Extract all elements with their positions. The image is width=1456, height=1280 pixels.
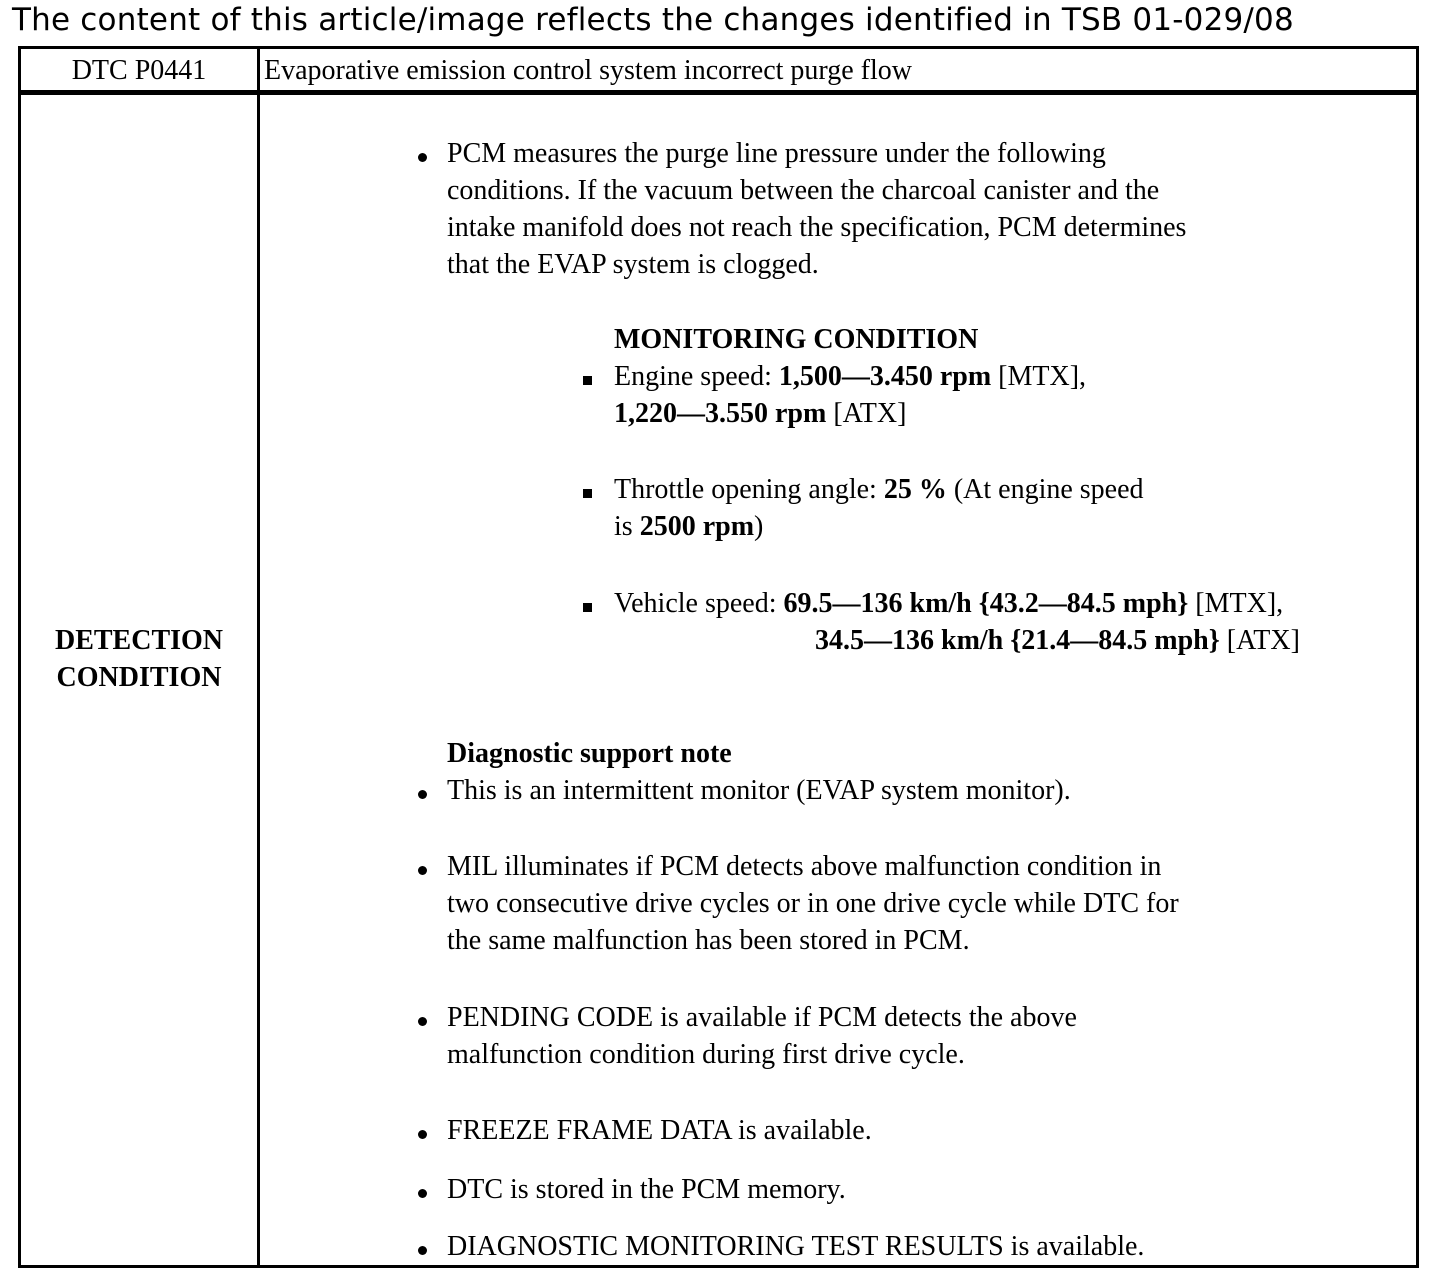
square-bullet-icon <box>583 603 592 612</box>
mil-line-1: MIL illuminates if PCM detects above malfunction condition in <box>447 851 1162 882</box>
bullet-dot-icon <box>418 1130 427 1139</box>
label-line-1: DETECTION <box>54 625 224 656</box>
intro-line-1: PCM measures the purge line pressure under the following <box>447 138 1106 169</box>
square-bullet-icon <box>583 489 592 498</box>
engine-speed-label: Engine speed: <box>614 361 779 392</box>
mil-line-3: the same malfunction has been stored in PCM. <box>447 925 970 956</box>
vehicle-speed-item <box>614 585 1300 659</box>
support-item-intermittent: This is an intermittent monitor (EVAP system monitor). <box>447 775 1071 806</box>
bullet-dot-icon <box>418 1246 427 1255</box>
pending-line-1: PENDING CODE is available if PCM detects the above <box>447 1002 1077 1033</box>
detection-content-cell <box>260 95 1416 1265</box>
support-item-pending <box>447 999 1077 1073</box>
throttle-note: (At engine speed <box>946 474 1144 505</box>
label-line-2: CONDITION <box>56 662 222 693</box>
tsb-note: The content of this article/image reflects the changes identified in TSB 01-029/08 <box>12 2 1294 38</box>
support-item-freeze-frame: FREEZE FRAME DATA is available. <box>447 1115 872 1146</box>
mil-line-2: two consecutive drive cycles or in one drive cycle while DTC for <box>447 888 1179 919</box>
vehicle-speed-mtx-value: 69.5—136 km/h {43.2—84.5 mph} <box>783 588 1189 619</box>
vehicle-speed-atx-value: 34.5—136 km/h {21.4—84.5 mph} <box>815 625 1220 656</box>
monitoring-heading: MONITORING CONDITION <box>614 324 979 355</box>
intro-line-3: intake manifold does not reach the specification, PCM determines <box>447 212 1187 243</box>
bullet-dot-icon <box>418 790 427 799</box>
throttle-rpm-value: 2500 rpm <box>639 511 755 542</box>
intro-paragraph <box>447 135 1186 283</box>
throttle-value: 25 % <box>883 474 947 505</box>
detection-condition-label <box>21 622 257 696</box>
intro-line-2: conditions. If the vacuum between the charcoal canister and the <box>447 175 1160 206</box>
support-item-mil <box>447 848 1179 959</box>
dtc-title-cell: Evaporative emission control system incorrect purge flow <box>264 55 912 86</box>
bullet-dot-icon <box>418 866 427 875</box>
engine-speed-atx-tag: [ATX] <box>826 398 907 429</box>
throttle-note-end: ) <box>754 511 764 542</box>
support-item-dtc-stored: DTC is stored in the PCM memory. <box>447 1174 846 1205</box>
vehicle-speed-mtx-tag: [MTX], <box>1188 588 1284 619</box>
engine-speed-mtx-value: 1,500—3.450 rpm <box>778 361 992 392</box>
vehicle-speed-label: Vehicle speed: <box>614 588 784 619</box>
throttle-item <box>614 471 1144 545</box>
vehicle-speed-atx-tag: [ATX] <box>1219 625 1300 656</box>
square-bullet-icon <box>583 376 592 385</box>
bullet-dot-icon <box>418 1017 427 1026</box>
bullet-dot-icon <box>418 153 427 162</box>
support-item-test-results: DIAGNOSTIC MONITORING TEST RESULTS is available. <box>447 1231 1145 1262</box>
bullet-dot-icon <box>418 1189 427 1198</box>
pending-line-2: malfunction condition during first drive cycle. <box>447 1039 965 1070</box>
intro-line-4: that the EVAP system is clogged. <box>447 249 819 280</box>
support-note-heading: Diagnostic support note <box>447 738 732 769</box>
dtc-table <box>18 46 1419 1268</box>
engine-speed-mtx-tag: [MTX], <box>991 361 1087 392</box>
engine-speed-item <box>614 358 1086 432</box>
engine-speed-atx-value: 1,220—3.550 rpm <box>614 398 827 429</box>
dtc-code-cell: DTC P0441 <box>71 55 207 86</box>
throttle-note-prefix: is <box>614 511 640 542</box>
throttle-label: Throttle opening angle: <box>614 474 884 505</box>
